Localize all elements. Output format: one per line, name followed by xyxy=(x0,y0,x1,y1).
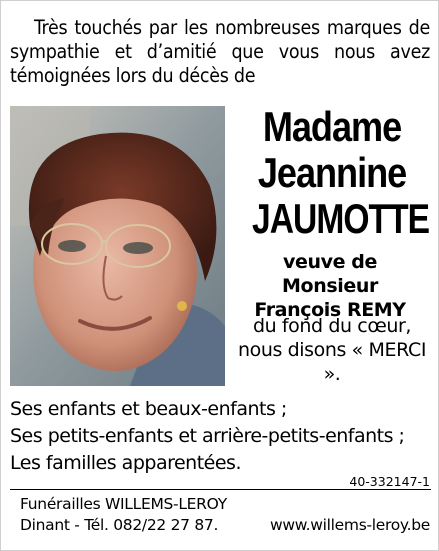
funeral-home-phone: Dinant - Tél. 082/22 27 87. xyxy=(20,516,219,534)
family-line: Ses enfants et beaux-enfants ; xyxy=(10,398,287,420)
funeral-home-name: Funérailles WILLEMS-LEROY xyxy=(20,495,227,513)
divider xyxy=(10,489,431,490)
deceased-title: Madame xyxy=(262,103,402,150)
widow-of xyxy=(232,250,428,322)
deceased-last-name: JAUMOTTE xyxy=(252,195,430,242)
family-line: Ses petits-enfants et arrière-petits-enfants ; xyxy=(10,425,405,447)
intro-text: Très touchés par les nombreuses marques de sympathie et d’amitié que vous nous avez témoignées lors du décès de xyxy=(10,16,430,87)
portrait-photo xyxy=(10,106,225,386)
thanks-text: du fond du cœur, nous disons « MERCI ». xyxy=(237,315,427,385)
funeral-home-website[interactable]: www.willems-leroy.be xyxy=(269,516,430,534)
deceased-first-name: Jeannine xyxy=(257,149,407,196)
family-line: Les familles apparentées. xyxy=(10,452,241,474)
widow-line-2: François REMY xyxy=(254,299,406,321)
widow-line-1: veuve de Monsieur xyxy=(282,251,378,297)
family-list xyxy=(10,396,435,477)
reference-number: 40-332147-1 xyxy=(349,474,430,489)
deceased-name xyxy=(232,104,432,242)
